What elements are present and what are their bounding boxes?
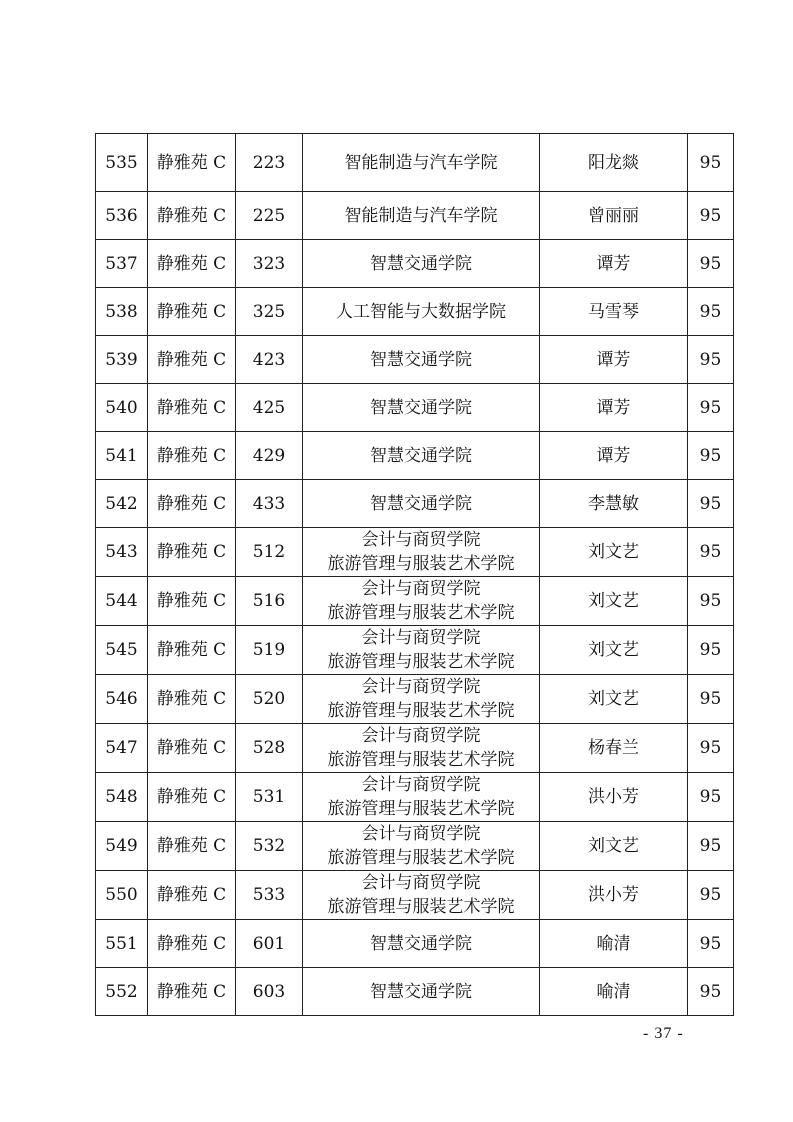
building-cell: 静雅苑 C [148, 192, 236, 240]
score-cell: 95 [688, 480, 734, 528]
room-number-cell: 520 [236, 675, 303, 724]
college-name: 智慧交通学院 [370, 493, 472, 514]
college-cell [303, 384, 540, 432]
room-number-cell: 425 [236, 384, 303, 432]
college-name: 智慧交通学院 [370, 445, 472, 466]
table-row [96, 384, 734, 432]
building-cell: 静雅苑 C [148, 432, 236, 480]
building-cell: 静雅苑 C [148, 675, 236, 724]
college-cell [303, 920, 540, 968]
college-cell [303, 480, 540, 528]
score-cell: 95 [688, 724, 734, 773]
room-number-cell: 512 [236, 528, 303, 577]
teacher-cell: 刘文艺 [540, 577, 688, 626]
table-row [96, 871, 734, 920]
college-name: 旅游管理与服装艺术学院 [327, 897, 515, 917]
teacher-cell: 谭芳 [540, 384, 688, 432]
score-cell: 95 [688, 134, 734, 192]
building-cell: 静雅苑 C [148, 920, 236, 968]
college-name: 会计与商贸学院 [361, 824, 481, 844]
college-name: 智慧交通学院 [370, 253, 472, 274]
row-number-cell: 537 [96, 240, 148, 288]
college-cell [303, 192, 540, 240]
score-cell: 95 [688, 528, 734, 577]
row-number-cell: 550 [96, 871, 148, 920]
row-number-cell: 551 [96, 920, 148, 968]
score-cell: 95 [688, 384, 734, 432]
teacher-cell: 李慧敏 [540, 480, 688, 528]
teacher-cell: 刘文艺 [540, 626, 688, 675]
college-name: 旅游管理与服装艺术学院 [327, 554, 515, 574]
room-number-cell: 533 [236, 871, 303, 920]
table-row [96, 240, 734, 288]
score-cell: 95 [688, 920, 734, 968]
college-cell [303, 773, 540, 822]
table-row [96, 968, 734, 1016]
score-cell: 95 [688, 675, 734, 724]
score-cell: 95 [688, 773, 734, 822]
college-name: 会计与商贸学院 [361, 579, 481, 599]
table-row [96, 773, 734, 822]
score-cell: 95 [688, 240, 734, 288]
building-cell: 静雅苑 C [148, 528, 236, 577]
building-cell: 静雅苑 C [148, 384, 236, 432]
college-name: 智慧交通学院 [370, 397, 472, 418]
teacher-cell: 洪小芳 [540, 871, 688, 920]
room-number-cell: 516 [236, 577, 303, 626]
score-cell: 95 [688, 288, 734, 336]
table-row [96, 480, 734, 528]
building-cell: 静雅苑 C [148, 240, 236, 288]
row-number-cell: 543 [96, 528, 148, 577]
row-number-cell: 546 [96, 675, 148, 724]
college-name: 旅游管理与服装艺术学院 [327, 799, 515, 819]
college-cell [303, 626, 540, 675]
building-cell: 静雅苑 C [148, 968, 236, 1016]
teacher-cell: 喻清 [540, 920, 688, 968]
row-number-cell: 547 [96, 724, 148, 773]
room-number-cell: 519 [236, 626, 303, 675]
room-number-cell: 531 [236, 773, 303, 822]
college-name: 智能制造与汽车学院 [344, 205, 498, 226]
table-row [96, 724, 734, 773]
room-number-cell: 528 [236, 724, 303, 773]
building-cell: 静雅苑 C [148, 480, 236, 528]
building-cell: 静雅苑 C [148, 288, 236, 336]
building-cell: 静雅苑 C [148, 773, 236, 822]
college-cell [303, 134, 540, 192]
row-number-cell: 544 [96, 577, 148, 626]
teacher-cell: 谭芳 [540, 432, 688, 480]
college-cell [303, 528, 540, 577]
college-cell [303, 288, 540, 336]
table-row [96, 675, 734, 724]
college-name: 旅游管理与服装艺术学院 [327, 652, 515, 672]
college-name: 会计与商贸学院 [361, 873, 481, 893]
teacher-cell: 谭芳 [540, 240, 688, 288]
teacher-cell: 谭芳 [540, 336, 688, 384]
building-cell: 静雅苑 C [148, 134, 236, 192]
teacher-cell: 刘文艺 [540, 822, 688, 871]
college-name: 会计与商贸学院 [361, 726, 481, 746]
score-cell: 95 [688, 822, 734, 871]
row-number-cell: 542 [96, 480, 148, 528]
score-cell: 95 [688, 577, 734, 626]
room-number-cell: 225 [236, 192, 303, 240]
building-cell: 静雅苑 C [148, 822, 236, 871]
table-row [96, 134, 734, 192]
table-row [96, 288, 734, 336]
building-cell: 静雅苑 C [148, 626, 236, 675]
room-number-cell: 603 [236, 968, 303, 1016]
college-cell [303, 871, 540, 920]
score-cell: 95 [688, 968, 734, 1016]
college-name: 智能制造与汽车学院 [344, 152, 498, 173]
college-name: 会计与商贸学院 [361, 530, 481, 550]
row-number-cell: 538 [96, 288, 148, 336]
row-number-cell: 545 [96, 626, 148, 675]
row-number-cell: 539 [96, 336, 148, 384]
college-name: 旅游管理与服装艺术学院 [327, 603, 515, 623]
college-name: 人工智能与大数据学院 [336, 301, 506, 322]
table-row [96, 920, 734, 968]
room-number-cell: 601 [236, 920, 303, 968]
college-name: 旅游管理与服装艺术学院 [327, 701, 515, 721]
room-number-cell: 433 [236, 480, 303, 528]
college-name: 智慧交通学院 [370, 981, 472, 1002]
row-number-cell: 549 [96, 822, 148, 871]
college-cell [303, 968, 540, 1016]
building-cell: 静雅苑 C [148, 724, 236, 773]
room-number-cell: 325 [236, 288, 303, 336]
college-name: 智慧交通学院 [370, 349, 472, 370]
table-row [96, 528, 734, 577]
teacher-cell: 杨春兰 [540, 724, 688, 773]
teacher-cell: 刘文艺 [540, 528, 688, 577]
teacher-cell: 马雪琴 [540, 288, 688, 336]
score-cell: 95 [688, 192, 734, 240]
table-row [96, 577, 734, 626]
college-cell [303, 240, 540, 288]
page-number: - 37 - [643, 1025, 684, 1042]
score-cell: 95 [688, 432, 734, 480]
college-cell [303, 724, 540, 773]
score-cell: 95 [688, 871, 734, 920]
building-cell: 静雅苑 C [148, 336, 236, 384]
college-cell [303, 822, 540, 871]
college-name: 会计与商贸学院 [361, 628, 481, 648]
building-cell: 静雅苑 C [148, 871, 236, 920]
college-cell [303, 577, 540, 626]
table-row [96, 336, 734, 384]
score-cell: 95 [688, 336, 734, 384]
table-row [96, 432, 734, 480]
row-number-cell: 541 [96, 432, 148, 480]
table-body [96, 134, 734, 1016]
room-number-cell: 423 [236, 336, 303, 384]
row-number-cell: 552 [96, 968, 148, 1016]
teacher-cell: 喻清 [540, 968, 688, 1016]
inspection-score-table-container [95, 133, 733, 1016]
teacher-cell: 阳龙燚 [540, 134, 688, 192]
room-number-cell: 532 [236, 822, 303, 871]
table-row [96, 822, 734, 871]
college-name: 会计与商贸学院 [361, 677, 481, 697]
room-number-cell: 429 [236, 432, 303, 480]
inspection-score-table [95, 133, 734, 1016]
college-name: 旅游管理与服装艺术学院 [327, 848, 515, 868]
row-number-cell: 535 [96, 134, 148, 192]
teacher-cell: 曾丽丽 [540, 192, 688, 240]
college-name: 旅游管理与服装艺术学院 [327, 750, 515, 770]
score-cell: 95 [688, 626, 734, 675]
college-cell [303, 336, 540, 384]
room-number-cell: 223 [236, 134, 303, 192]
room-number-cell: 323 [236, 240, 303, 288]
college-cell [303, 432, 540, 480]
row-number-cell: 548 [96, 773, 148, 822]
table-row [96, 192, 734, 240]
table-row [96, 626, 734, 675]
college-name: 会计与商贸学院 [361, 775, 481, 795]
college-cell [303, 675, 540, 724]
teacher-cell: 洪小芳 [540, 773, 688, 822]
college-name: 智慧交通学院 [370, 933, 472, 954]
row-number-cell: 540 [96, 384, 148, 432]
building-cell: 静雅苑 C [148, 577, 236, 626]
row-number-cell: 536 [96, 192, 148, 240]
teacher-cell: 刘文艺 [540, 675, 688, 724]
